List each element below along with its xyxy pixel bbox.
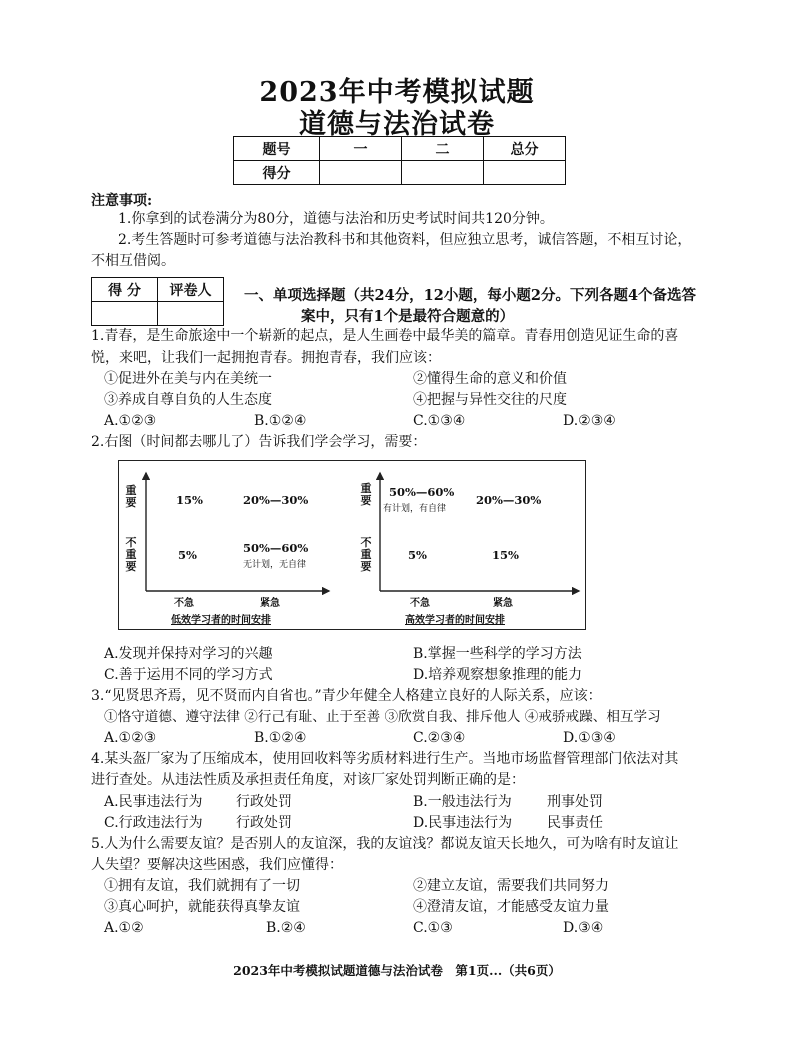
answer-option-detail: 行政处罚: [236, 815, 292, 831]
left-cell-unimportant-urgent: 50%—60%: [243, 541, 309, 555]
left-x-label-noturgent: 不急: [174, 598, 194, 609]
notice-line: 不相互借阅。: [91, 253, 175, 269]
score-table-cell: 题号: [234, 137, 320, 161]
answer-option: B.一般违法行为: [413, 794, 512, 810]
right-cell-important-urgent: 20%—30%: [476, 493, 542, 507]
answer-option: A.发现并保持对学习的兴趣: [104, 646, 273, 662]
right-x-label-urgent: 紧急: [493, 598, 513, 609]
score-table-cell: 得分: [234, 161, 320, 185]
answer-option-detail: 刑事处罚: [547, 794, 603, 810]
answer-option: B.①②④: [254, 730, 307, 746]
answer-option: C.②③④: [413, 730, 466, 746]
right-y-label-unimportant: 不重要: [360, 536, 372, 573]
answer-option: D.民事违法行为: [413, 815, 513, 831]
question-stem: 1.青春，是生命旅途中一个崭新的起点，是人生画卷中最华美的篇章。青春用创造见证生命的喜: [91, 328, 679, 344]
score-table-cell: [484, 161, 566, 185]
notice-heading: 注意事项:: [91, 193, 153, 209]
answer-option: C.①③④: [413, 413, 466, 429]
answer-option: A.①②③: [104, 730, 157, 746]
exam-title: 2023年中考模拟试题: [259, 77, 535, 108]
score-table-cell: 总分: [484, 137, 566, 161]
section-heading: 案中，只有1个是最符合题意的）: [301, 308, 515, 325]
page-footer: 2023年中考模拟试题道德与法治试卷 第1页...（共6页）: [233, 963, 561, 978]
question-stem: 4.某头盔厂家为了压缩成本，使用回收料等劣质材料进行生产。当地市场监督管理部门依法对其: [91, 751, 679, 767]
score-table: [233, 136, 566, 185]
answer-option-detail: 民事责任: [547, 815, 603, 831]
time-management-figure: [118, 460, 586, 630]
statement-list: ①恪守道德、遵守法律 ②行己有耻、止于至善 ③欣赏自我、排斥他人 ④戒骄戒躁、相互学习: [104, 709, 661, 725]
grader-table-cell: [92, 302, 158, 326]
answer-option: C.善于运用不同的学习方式: [104, 667, 273, 683]
section-heading: 一、单项选择题（共24分，12小题，每小题2分。下列各题4个备选答: [244, 287, 697, 304]
left-cell-important-notutgent: 15%: [176, 493, 203, 507]
answer-option: B.掌握一些科学的学习方法: [413, 646, 582, 662]
left-y-label-important: 重要: [125, 484, 137, 509]
right-cell-unimportant-noturgent: 5%: [408, 548, 427, 562]
statement: ②懂得生命的意义和价值: [413, 371, 567, 387]
answer-option: D.①③④: [563, 730, 616, 746]
answer-option: B.①②④: [254, 413, 307, 429]
answer-option: C.行政违法行为: [104, 815, 203, 831]
statement: ③真心呵护，就能获得真挚友谊: [104, 899, 300, 915]
score-table-cell: [320, 161, 402, 185]
left-caption: 低效学习者的时间安排: [171, 615, 271, 626]
question-stem: 3.“见贤思齐焉，见不贤而内自省也。”青少年健全人格建立良好的人际关系，应该：: [91, 688, 602, 704]
answer-option-detail: 行政处罚: [236, 794, 292, 810]
question-stem: 人失望？要解决这些困惑，我们应懂得：: [91, 857, 343, 873]
statement: ①促进外在美与内在美统一: [104, 371, 272, 387]
statement: ④澄清友谊，才能感受友谊力量: [413, 899, 609, 915]
notice-line: 1.你拿到的试卷满分为80分，道德与法治和历史考试时间共120分钟。: [118, 211, 554, 227]
statement: ②建立友谊，需要我们共同努力: [413, 878, 609, 894]
right-cell-unimportant-urgent: 15%: [492, 548, 519, 562]
question-stem: 2.右图（时间都去哪儿了）告诉我们学会学习，需要：: [91, 434, 427, 450]
right-caption: 高效学习者的时间安排: [405, 615, 505, 626]
statement: ④把握与异性交往的尺度: [413, 392, 567, 408]
left-note: 无计划，无自律: [243, 560, 307, 570]
answer-option: D.培养观察想象推理的能力: [413, 667, 583, 683]
grader-table-cell: 评卷人: [158, 278, 224, 302]
answer-option: C.①③: [413, 920, 453, 936]
answer-option: A.①②③: [104, 413, 157, 429]
statement: ①拥有友谊，我们就拥有了一切: [104, 878, 300, 894]
answer-option: D.③④: [563, 920, 604, 936]
answer-option: A.①②: [104, 920, 144, 936]
answer-option: A.民事违法行为: [104, 794, 203, 810]
score-table-cell: 二: [402, 137, 484, 161]
question-stem: 进行查处。从违法性质及承担责任角度，对该厂家处罚判断正确的是：: [91, 772, 525, 788]
left-x-label-urgent: 紧急: [260, 598, 280, 609]
notice-line: 2.考生答题时可参考道德与法治教科书和其他资料，但应独立思考，诚信答题，不相互讨论，: [118, 232, 692, 248]
grader-table-cell: 得 分: [92, 278, 158, 302]
answer-option: D.②③④: [563, 413, 616, 429]
exam-subtitle: 道德与法治试卷: [299, 109, 495, 140]
answer-option: B.②④: [266, 920, 306, 936]
score-table-cell: 一: [320, 137, 402, 161]
right-note: 有计划，有自律: [383, 504, 447, 514]
score-table-cell: [402, 161, 484, 185]
left-y-label-unimportant: 不重要: [125, 536, 137, 573]
right-x-label-noturgent: 不急: [410, 598, 430, 609]
grader-table-cell: [158, 302, 224, 326]
grader-table: [91, 277, 224, 326]
left-cell-unimportant-noturgent: 5%: [178, 548, 197, 562]
question-stem: 悦，来吧，让我们一起拥抱青春。拥抱青春，我们应该：: [91, 350, 441, 366]
right-cell-important-noturgent: 50%—60%: [389, 485, 455, 499]
statement: ③养成自尊自负的人生态度: [104, 392, 272, 408]
left-cell-important-urgent: 20%—30%: [243, 493, 309, 507]
question-stem: 5.人为什么需要友谊？是否别人的友谊深，我的友谊浅？都说友谊天长地久，可为啥有时友谊让: [91, 836, 679, 852]
right-y-label-important: 重要: [360, 482, 372, 507]
